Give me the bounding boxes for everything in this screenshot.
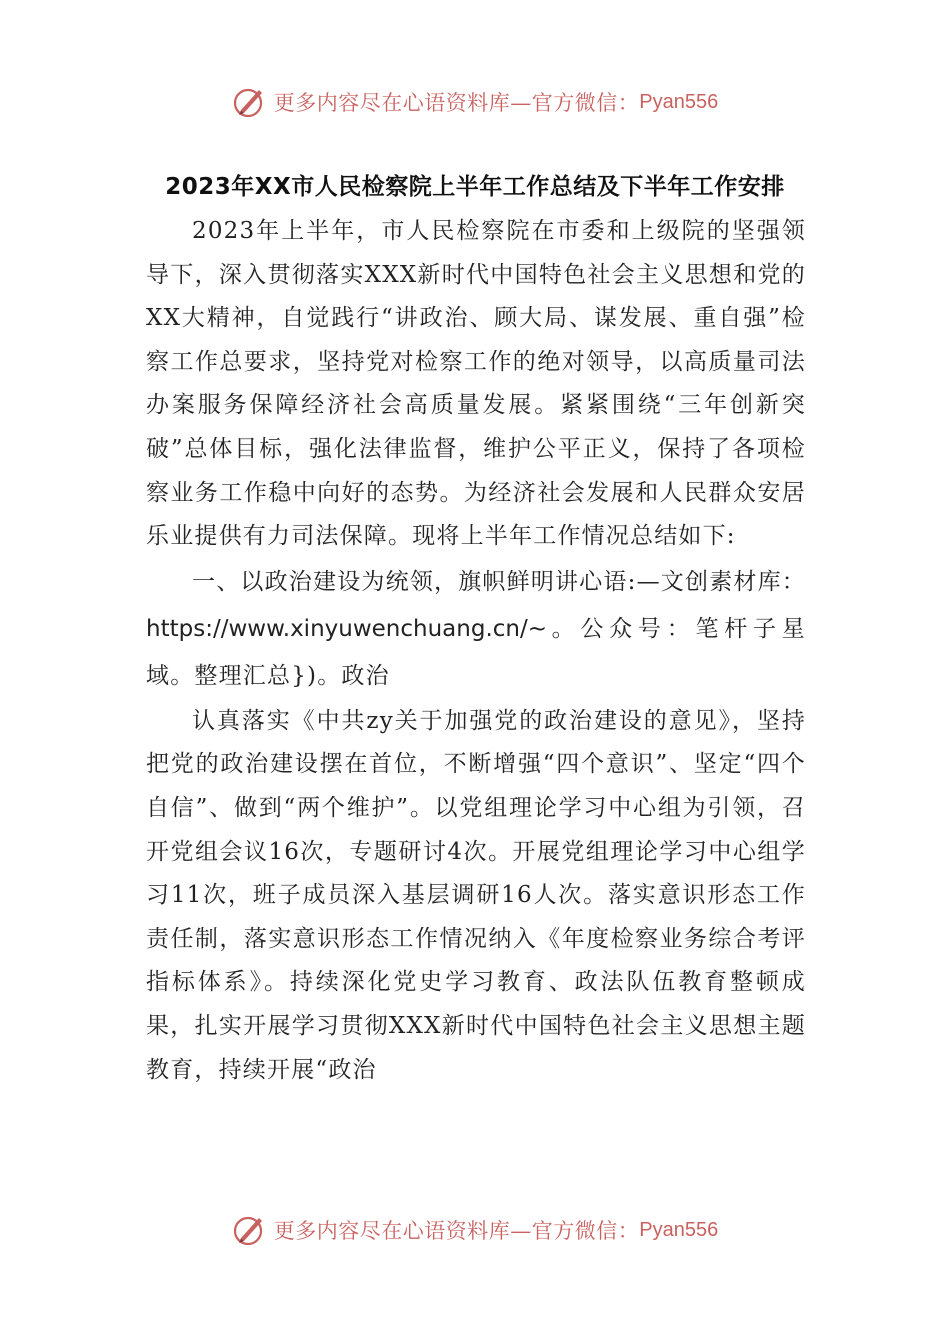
pen-logo-icon [232,84,268,120]
document-body [146,210,806,1092]
heading-text-post: 。公众号：笔杆子星域。整理汇总})。政治 [146,615,806,689]
banner-text: 更多内容尽在心语资料库—官方微信： [273,1219,640,1243]
heading-url: https://www.xinyuwenchuang.cn/~ [146,615,548,642]
header-banner [0,82,950,122]
pen-logo-icon [232,1212,268,1248]
paragraph-intro: 2023年上半年，市人民检察院在市委和上级院的坚强领导下，深入贯彻落实XXX新时代中国特色社会主义思想和党的XX大精神，自觉践行“讲政治、顾大局、谋发展、重自强”检察工作总要求，坚持党对检察工作的绝对领导，以高质量司法办案服务保障经济社会高质量发展。紧紧围绕“三年创新突破”总体目标，强化法律监督，维护公平正义，保持了各项检察业务工作稳中向好的态势。为经济社会发展和人民群众安居乐业提供有力司法保障。现将上半年工作情况总结如下: [146,218,806,550]
section-heading-1 [146,559,806,700]
document-title: 2023年XX市人民检察院上半年工作总结及下半年工作安排 [165,174,785,200]
banner-text: 更多内容尽在心语资料库—官方微信： [273,91,640,115]
footer-banner [0,1210,950,1250]
banner-wechat-id: Pyan556 [639,1218,719,1241]
paragraph-political-building: 认真落实《中共zy关于加强党的政治建设的意见》，坚持把党的政治建设摆在首位，不断增强“四个意识”、坚定“四个自信”、做到“两个维护”。以党组理论学习中心组为引领，召开党组会议16次，专题研讨4次。开展党组理论学习中心组学习11次，班子成员深入基层调研16人次。落实意识形态工作责任制，落实意识形态工作情况纳入《年度检察业务综合考评指标体系》。持续深化党史学习教育、政法队伍教育整顿成果，扎实开展学习贯彻XXX新时代中国特色社会主义思想主题教育，持续开展“政治 [146,707,806,1083]
banner-wechat-id: Pyan556 [639,90,719,113]
heading-text-pre: 一、以政治建设为统领，旗帜鲜明讲心语:—文创素材库： [192,568,806,595]
